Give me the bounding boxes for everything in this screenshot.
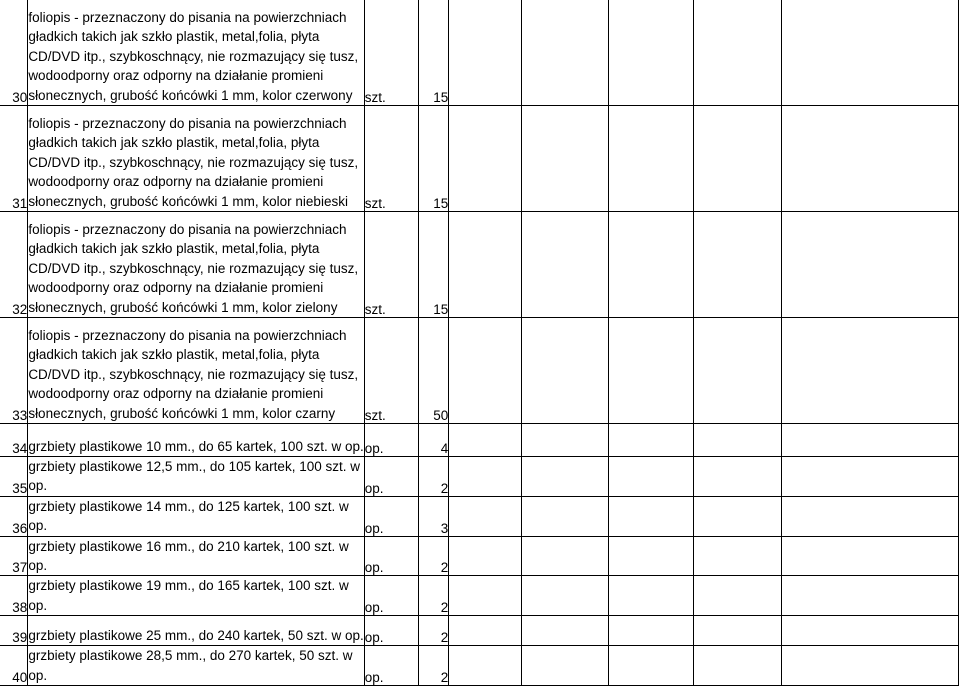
item-number-cell[interactable] [0,0,28,106]
item-quantity-cell[interactable] [419,106,449,212]
item-unit: szt. [364,302,386,317]
empty-cell[interactable] [782,212,959,318]
empty-cell[interactable] [694,457,782,497]
item-unit-cell[interactable] [364,496,419,536]
empty-cell[interactable] [449,536,522,576]
item-number: 35 [12,480,28,496]
item-quantity-cell[interactable] [419,212,449,318]
empty-cell[interactable] [782,536,959,576]
item-quantity-cell[interactable] [419,646,449,686]
table-row [0,457,959,497]
empty-cell[interactable] [522,496,608,536]
empty-cell[interactable] [522,457,608,497]
item-quantity: 4 [440,441,449,456]
empty-cell[interactable] [449,457,522,497]
item-quantity-cell[interactable] [419,576,449,616]
item-description-line: op. [28,558,48,574]
item-description-line: gładkich takich jak szkło plastik, metal,folia, płyta [28,347,320,363]
table-row [0,646,959,686]
empty-cell[interactable] [782,616,959,646]
item-description-cell[interactable] [28,576,364,616]
item-number: 36 [12,520,28,536]
item-description-line: grzbiety plastikowe 25 mm., do 240 kartek, 50 szt. w op. [28,627,364,643]
item-number-cell[interactable] [0,646,28,686]
item-quantity: 2 [440,480,449,496]
item-number-cell[interactable] [0,457,28,497]
item-number-cell[interactable] [0,616,28,646]
item-unit-cell[interactable] [364,424,419,457]
empty-cell[interactable] [522,646,608,686]
empty-cell[interactable] [608,536,693,576]
empty-cell[interactable] [449,212,522,318]
item-number: 30 [12,90,28,105]
item-description-cell[interactable] [28,496,364,536]
item-number: 39 [12,630,28,646]
item-description-line: słonecznych, grubość końcówki 1 mm, kolor czerwony [28,87,353,103]
item-description-line: grzbiety plastikowe 28,5 mm., do 270 kartek, 50 szt. w [28,648,353,664]
empty-cell[interactable] [449,616,522,646]
item-unit: op. [364,630,384,646]
empty-cell[interactable] [522,318,608,424]
item-number: 31 [12,196,28,211]
item-unit-cell[interactable] [364,536,419,576]
item-description-line: grzbiety plastikowe 16 mm., do 210 kartek, 100 szt. w [28,538,349,554]
item-description-line: słonecznych, grubość końcówki 1 mm, kolor zielony [28,299,338,315]
empty-cell[interactable] [522,212,608,318]
empty-cell[interactable] [608,646,693,686]
item-unit: szt. [364,408,386,423]
table-row [0,496,959,536]
item-unit-cell[interactable] [364,646,419,686]
empty-cell[interactable] [782,576,959,616]
item-description-line: CD/DVD itp., szybkoschnący, nie rozmazujący się tusz, [28,260,359,276]
item-description-line: wodoodporny oraz odporny na działanie promieni [28,386,324,402]
empty-cell[interactable] [782,424,959,457]
item-description-line: op. [28,597,48,613]
empty-cell[interactable] [449,496,522,536]
item-number: 34 [12,441,28,456]
empty-cell[interactable] [449,646,522,686]
empty-cell[interactable] [608,424,693,457]
item-description-line: CD/DVD itp., szybkoschnący, nie rozmazujący się tusz, [28,48,359,64]
empty-cell[interactable] [694,616,782,646]
item-number-cell[interactable] [0,536,28,576]
item-description-line: gładkich takich jak szkło plastik, metal,folia, płyta [28,29,320,45]
item-quantity-cell[interactable] [419,616,449,646]
item-unit-cell[interactable] [364,616,419,646]
item-number: 37 [12,560,28,576]
table-row [0,536,959,576]
item-number: 33 [12,408,28,423]
item-description-line: CD/DVD itp., szybkoschnący, nie rozmazujący się tusz, [28,366,359,382]
table-row [0,616,959,646]
item-unit: op. [364,600,384,616]
item-quantity: 15 [433,302,449,317]
empty-cell[interactable] [449,576,522,616]
empty-cell[interactable] [782,0,959,106]
item-unit: op. [364,441,384,456]
empty-cell[interactable] [694,106,782,212]
item-number-cell[interactable] [0,318,28,424]
empty-cell[interactable] [608,318,693,424]
item-description-line: słonecznych, grubość końcówki 1 mm, kolor niebieski [28,193,348,209]
item-quantity: 15 [433,90,449,105]
item-description-line: foliopis - przeznaczony do pisania na powierzchniach [28,9,347,25]
item-number-cell[interactable] [0,106,28,212]
item-unit: szt. [364,90,386,105]
item-description-line: wodoodporny oraz odporny na działanie promieni [28,280,324,296]
item-unit-cell[interactable] [364,106,419,212]
item-description-line: op. [28,667,48,683]
item-quantity: 2 [440,630,449,646]
item-number-cell[interactable] [0,212,28,318]
item-number: 38 [12,600,28,616]
item-description-line: op. [28,518,48,534]
empty-cell[interactable] [782,457,959,497]
empty-cell[interactable] [522,0,608,106]
item-description-line: op. [28,478,48,494]
item-description-line: wodoodporny oraz odporny na działanie promieni [28,174,324,190]
item-quantity-cell[interactable] [419,496,449,536]
empty-cell[interactable] [608,212,693,318]
empty-cell[interactable] [608,616,693,646]
item-description-cell[interactable] [28,212,364,318]
item-number-cell[interactable] [0,496,28,536]
empty-cell[interactable] [522,616,608,646]
item-unit: szt. [364,196,386,211]
empty-cell[interactable] [694,0,782,106]
item-description-line: CD/DVD itp., szybkoschnący, nie rozmazujący się tusz, [28,154,359,170]
item-description-cell[interactable] [28,536,364,576]
empty-cell[interactable] [449,424,522,457]
item-description-cell[interactable] [28,106,364,212]
item-description-line: wodoodporny oraz odporny na działanie promieni [28,68,324,84]
item-unit: op. [364,560,384,576]
empty-cell[interactable] [694,424,782,457]
item-description-line: grzbiety plastikowe 19 mm., do 165 kartek, 100 szt. w [28,578,349,594]
item-quantity: 15 [433,196,449,211]
item-number-cell[interactable] [0,424,28,457]
table-row [0,424,959,457]
item-description-line: grzbiety plastikowe 10 mm., do 65 kartek, 100 szt. w op. [28,438,364,454]
empty-cell[interactable] [782,106,959,212]
item-unit-cell[interactable] [364,576,419,616]
empty-cell[interactable] [608,576,693,616]
item-unit: op. [364,520,384,536]
item-quantity-cell[interactable] [419,318,449,424]
table-row [0,212,959,318]
item-quantity-cell[interactable] [419,457,449,497]
empty-cell[interactable] [694,646,782,686]
item-description-cell[interactable] [28,424,364,457]
item-description-line: grzbiety plastikowe 14 mm., do 125 kartek, 100 szt. w [28,498,349,514]
item-number-cell[interactable] [0,576,28,616]
item-description-line: foliopis - przeznaczony do pisania na powierzchniach [28,327,347,343]
item-quantity-cell[interactable] [419,424,449,457]
item-description-cell[interactable] [28,616,364,646]
empty-cell[interactable] [449,318,522,424]
item-description-cell[interactable] [28,646,364,686]
table-row [0,0,959,106]
empty-cell[interactable] [608,457,693,497]
empty-cell[interactable] [449,0,522,106]
item-number: 32 [12,302,28,317]
item-unit: op. [364,670,384,686]
item-description-line: grzbiety plastikowe 12,5 mm., do 105 kartek, 100 szt. w [28,459,360,474]
item-quantity: 2 [440,600,449,616]
empty-cell[interactable] [782,318,959,424]
empty-cell[interactable] [694,318,782,424]
item-description-line: słonecznych, grubość końcówki 1 mm, kolor czarny [28,405,336,421]
item-quantity: 2 [440,560,449,576]
item-description-cell[interactable] [28,457,364,497]
item-description-cell[interactable] [28,318,364,424]
item-unit: op. [364,480,384,496]
table-row [0,318,959,424]
empty-cell[interactable] [449,106,522,212]
empty-cell[interactable] [608,0,693,106]
empty-cell[interactable] [694,536,782,576]
item-quantity: 3 [440,520,449,536]
empty-cell[interactable] [608,496,693,536]
item-unit-cell[interactable] [364,457,419,497]
empty-cell[interactable] [782,496,959,536]
item-quantity-cell[interactable] [419,536,449,576]
item-quantity: 2 [440,670,449,686]
empty-cell[interactable] [522,424,608,457]
empty-cell[interactable] [522,536,608,576]
empty-cell[interactable] [522,106,608,212]
item-unit-cell[interactable] [364,0,419,106]
item-description-cell[interactable] [28,0,364,106]
item-description-line: gładkich takich jak szkło plastik, metal,folia, płyta [28,135,320,151]
item-quantity: 50 [433,408,449,423]
item-number: 40 [12,670,28,686]
empty-cell[interactable] [782,646,959,686]
empty-cell[interactable] [522,576,608,616]
empty-cell[interactable] [694,212,782,318]
item-description-line: gładkich takich jak szkło plastik, metal,folia, płyta [28,241,320,257]
item-description-line: foliopis - przeznaczony do pisania na powierzchniach [28,221,347,237]
item-unit-cell[interactable] [364,318,419,424]
empty-cell[interactable] [694,576,782,616]
table-row [0,576,959,616]
table-row [0,106,959,212]
item-quantity-cell[interactable] [419,0,449,106]
empty-cell[interactable] [608,106,693,212]
item-unit-cell[interactable] [364,212,419,318]
empty-cell[interactable] [694,496,782,536]
item-description-line: foliopis - przeznaczony do pisania na powierzchniach [28,115,347,131]
